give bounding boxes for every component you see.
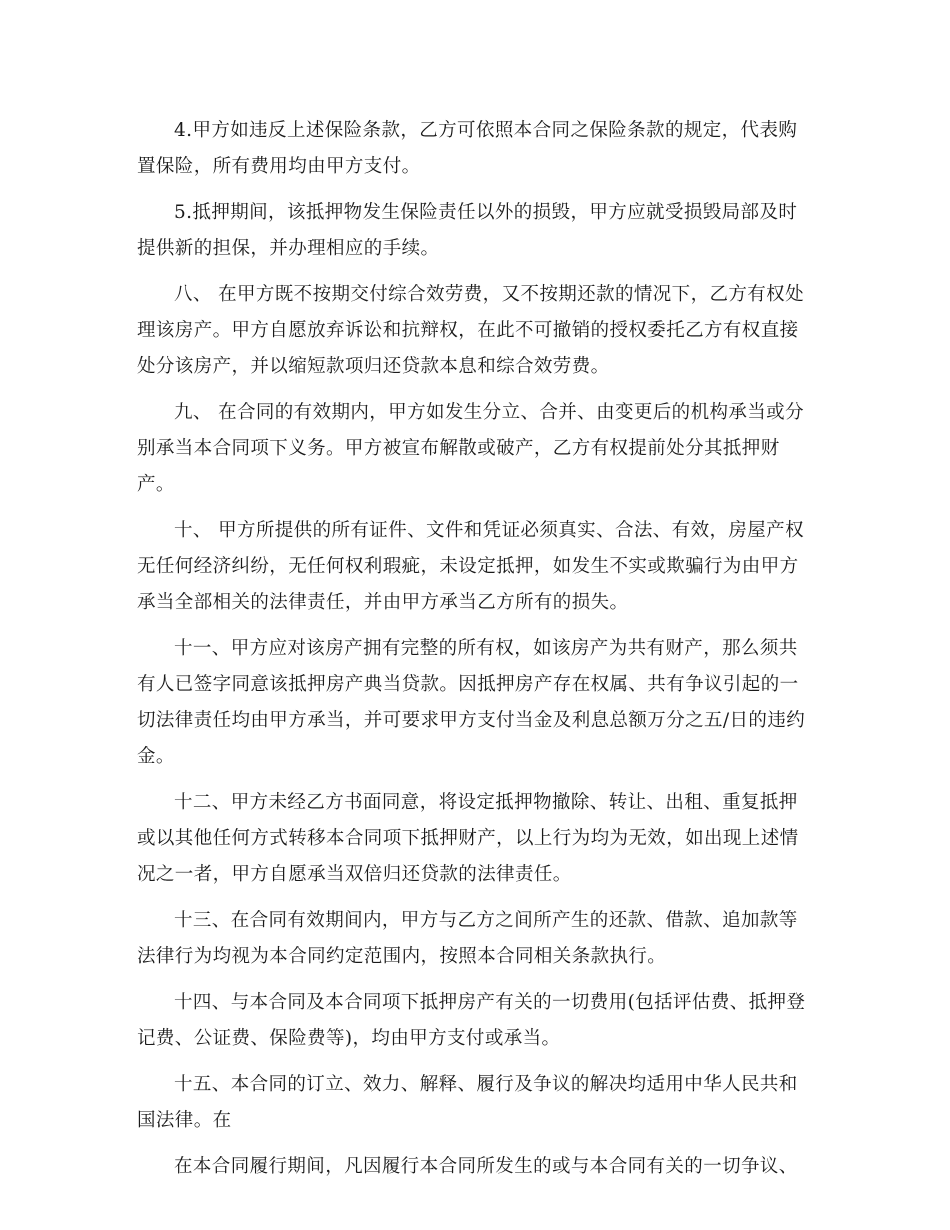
text-line: 4.甲方如违反上述保险条款，乙方可依照本合同之保险条款的规定，代表购 — [174, 120, 798, 141]
text-line: 十三、在合同有效期间内，甲方与乙方之间所产生的还款、借款、追加款等 — [174, 910, 798, 931]
text-line: 切法律责任均由甲方承当，并可要求甲方支付当金及利息总额万分之五/日的违约 — [137, 710, 806, 731]
text-line: 置保险，所有费用均由甲方支付。 — [137, 156, 421, 177]
text-line: 十一、甲方应对该房产拥有完整的所有权，如该房产为共有财产，那么须共 — [174, 638, 798, 659]
paragraph-clause-15-cont — [137, 1149, 813, 1185]
paragraph-clause-11 — [137, 631, 813, 775]
text-line: 八、 在甲方既不按期交付综合效劳费，又不按期还款的情况下，乙方有权处 — [174, 284, 804, 305]
text-line: 5.抵押期间，该抵押物发生保险责任以外的损毁，甲方应就受损毁局部及时 — [174, 202, 798, 223]
text-line: 或以其他任何方式转移本合同项下抵押财产，以上行为均为无效，如出现上述情 — [137, 828, 799, 849]
text-line: 十五、本合同的订立、效力、解释、履行及争议的解决均适用中华人民共和 — [174, 1074, 798, 1095]
text-line: 法律行为均视为本合同约定范围内，按照本合同相关条款执行。 — [137, 946, 667, 967]
text-line: 承当全部相关的法律责任，并由甲方承当乙方所有的损失。 — [137, 592, 629, 613]
text-line: 提供新的担保，并办理相应的手续。 — [137, 238, 440, 259]
text-line: 十、 甲方所提供的所有证件、文件和凭证必须真实、合法、有效，房屋产权 — [174, 520, 804, 541]
paragraph-clause-13 — [137, 903, 813, 975]
paragraph-clause-15 — [137, 1067, 813, 1139]
paragraph-clause-14 — [137, 985, 813, 1057]
text-line: 产。 — [137, 474, 175, 495]
paragraph-clause-10 — [137, 513, 813, 621]
text-line: 况之一者，甲方自愿承当双倍归还贷款的法律责任。 — [137, 864, 572, 885]
text-line: 理该房产。甲方自愿放弃诉讼和抗辩权，在此不可撤销的授权委托乙方有权直接 — [137, 320, 799, 341]
paragraph-clause-insurance-4 — [137, 113, 813, 185]
text-line: 国法律。在 — [137, 1110, 232, 1131]
text-line: 处分该房产，并以缩短款项归还贷款本息和综合效劳费。 — [137, 356, 610, 377]
text-line: 无任何经济纠纷，无任何权利瑕疵，未设定抵押，如发生不实或欺骗行为由甲方 — [137, 556, 799, 577]
paragraph-clause-9 — [137, 395, 813, 503]
text-line: 记费、公证费、保险费等)，均由甲方支付或承当。 — [137, 1028, 561, 1049]
text-line: 别承当本合同项下义务。甲方被宣布解散或破产，乙方有权提前处分其抵押财 — [137, 438, 780, 459]
text-line: 金。 — [137, 746, 175, 767]
text-line: 十四、与本合同及本合同项下抵押房产有关的一切费用(包括评估费、抵押登 — [174, 992, 806, 1013]
text-line: 九、 在合同的有效期内，甲方如发生分立、合并、由变更后的机构承当或分 — [174, 402, 804, 423]
paragraph-clause-12 — [137, 785, 813, 893]
text-line: 十二、甲方未经乙方书面同意，将设定抵押物撤除、转让、出租、重复抵押 — [174, 792, 798, 813]
paragraph-clause-insurance-5 — [137, 195, 813, 267]
paragraph-clause-8 — [137, 277, 813, 385]
text-line: 在本合同履行期间，凡因履行本合同所发生的或与本合同有关的一切争议、 — [174, 1156, 798, 1177]
text-line: 有人已签字同意该抵押房产典当贷款。因抵押房产存在权属、共有争议引起的一 — [137, 674, 799, 695]
document-page — [137, 113, 813, 1195]
